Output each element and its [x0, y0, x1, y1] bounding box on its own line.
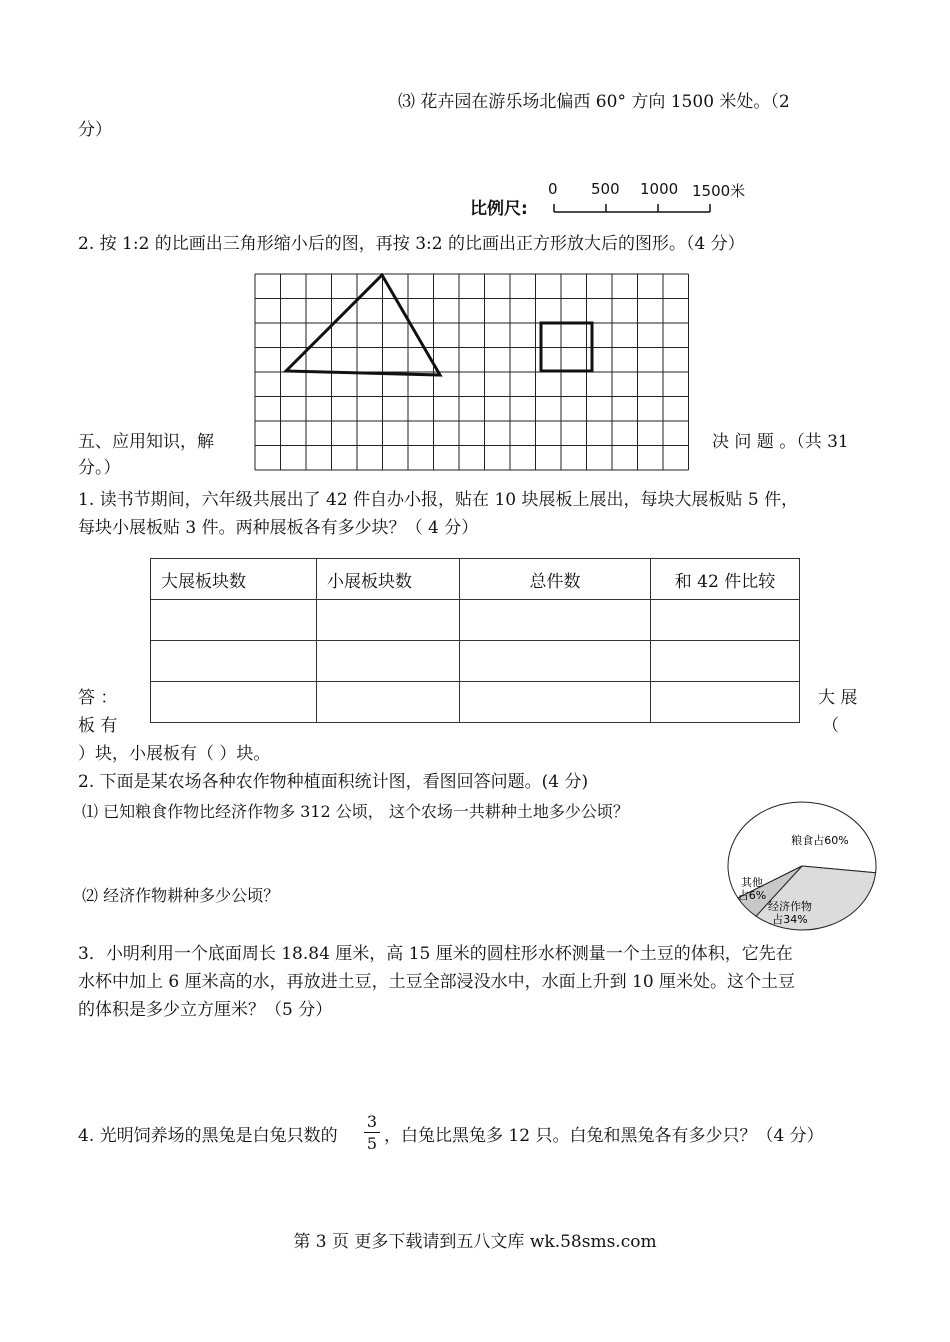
table-cell[interactable] [317, 641, 460, 682]
q3-line2: 分） [78, 120, 112, 140]
pie-chart [724, 800, 880, 932]
fraction-bar [364, 1132, 380, 1133]
p1-answer-b: 大 展 [818, 688, 858, 708]
p2-title: 2. 下面是某农场各种农作物种植面积统计图，看图回答问题。(4 分) [78, 772, 589, 792]
p1-line2: 每块小展板贴 3 件。两种展板各有多少块？（ 4 分） [78, 518, 479, 538]
table-cell[interactable] [651, 600, 800, 641]
table-cell[interactable] [151, 682, 317, 723]
section5-heading-left: 五、应用知识，解 [78, 432, 214, 452]
p2-sub1: ⑴ 已知粮食作物比经济作物多 312 公顷， 这个农场一共耕种土地多少公顷？ [82, 802, 629, 821]
fraction-numerator: 3 [366, 1112, 378, 1131]
table-row [151, 682, 800, 723]
table-header: 小展板块数 [317, 559, 460, 600]
p4-before: 4. 光明饲养场的黑兔是白兔只数的 [78, 1126, 338, 1146]
q3-line1: ⑶ 花卉园在游乐场北偏西 60° 方向 1500 米处。（2 [398, 92, 790, 112]
p2-sub2: ⑵ 经济作物耕种多少公顷？ [82, 886, 280, 905]
table-row [151, 641, 800, 682]
p1-table [150, 558, 800, 723]
table-cell[interactable] [151, 641, 317, 682]
scale-bar [470, 178, 790, 218]
table-cell[interactable] [460, 641, 651, 682]
triangle-shape [286, 275, 440, 375]
drawing-grid [254, 273, 698, 473]
table-cell[interactable] [651, 641, 800, 682]
pie-label: 占6% [737, 889, 767, 902]
p3-line2: 水杯中加上 6 厘米高的水，再放进土豆，土豆全部浸没水中，水面上升到 10 厘米处。这个土豆 [78, 972, 796, 992]
section5-heading-right: 决 问 题 。（共 31 [712, 432, 849, 452]
table-cell[interactable] [317, 682, 460, 723]
table-row [151, 600, 800, 641]
p4-fraction [364, 1112, 380, 1153]
p1-line1: 1. 读书节期间，六年级共展出了 42 件自办小报，贴在 10 块展板上展出，每块大展板贴 5 件， [78, 490, 799, 510]
table-cell[interactable] [460, 682, 651, 723]
page-footer: 第 3 页 更多下载请到五八文库 wk.58sms.com [293, 1232, 657, 1252]
section5-heading-cont: 分。） [78, 458, 121, 478]
pie-label: 其他 [741, 876, 763, 889]
p3-line1: 3．小明利用一个底面周长 18.84 厘米，高 15 厘米的圆柱形水杯测量一个土豆的体积，它先在 [78, 944, 793, 964]
table-cell[interactable] [151, 600, 317, 641]
table-header-row [151, 559, 800, 600]
scale-tick-1000: 1000 [640, 180, 679, 198]
p3-line3: 的体积是多少立方厘米？（5 分） [78, 1000, 333, 1020]
scale-tick-0: 0 [548, 180, 558, 198]
table-cell[interactable] [460, 600, 651, 641]
scale-label: 比例尺: [470, 199, 528, 219]
q-scale-drawing: 2. 按 1:2 的比画出三角形缩小后的图，再按 3:2 的比画出正方形放大后的图形。（4 分） [78, 234, 745, 254]
pie-label: 占34% [772, 913, 808, 926]
table-cell[interactable] [317, 600, 460, 641]
p1-answer-c: 板 有 [78, 716, 118, 736]
pie-label: 经济作物 [768, 900, 812, 913]
fraction-denominator: 5 [366, 1134, 378, 1153]
table-header: 和 42 件比较 [651, 559, 800, 600]
table-header: 大展板块数 [151, 559, 317, 600]
p1-answer-d: （ [822, 716, 839, 736]
table-header: 总件数 [460, 559, 651, 600]
p1-answer-e: ）块，小展板有（ ）块。 [78, 744, 271, 764]
p1-answer-a: 答 ： [78, 688, 118, 708]
scale-line [550, 200, 720, 216]
scale-tick-500: 500 [591, 180, 620, 198]
pie-label: 粮食占60% [791, 834, 849, 847]
p4-after: ，白兔比黑兔多 12 只。白兔和黑兔各有多少只？（4 分） [384, 1126, 824, 1146]
table-cell[interactable] [651, 682, 800, 723]
scale-tick-1500: 1500米 [692, 182, 746, 200]
